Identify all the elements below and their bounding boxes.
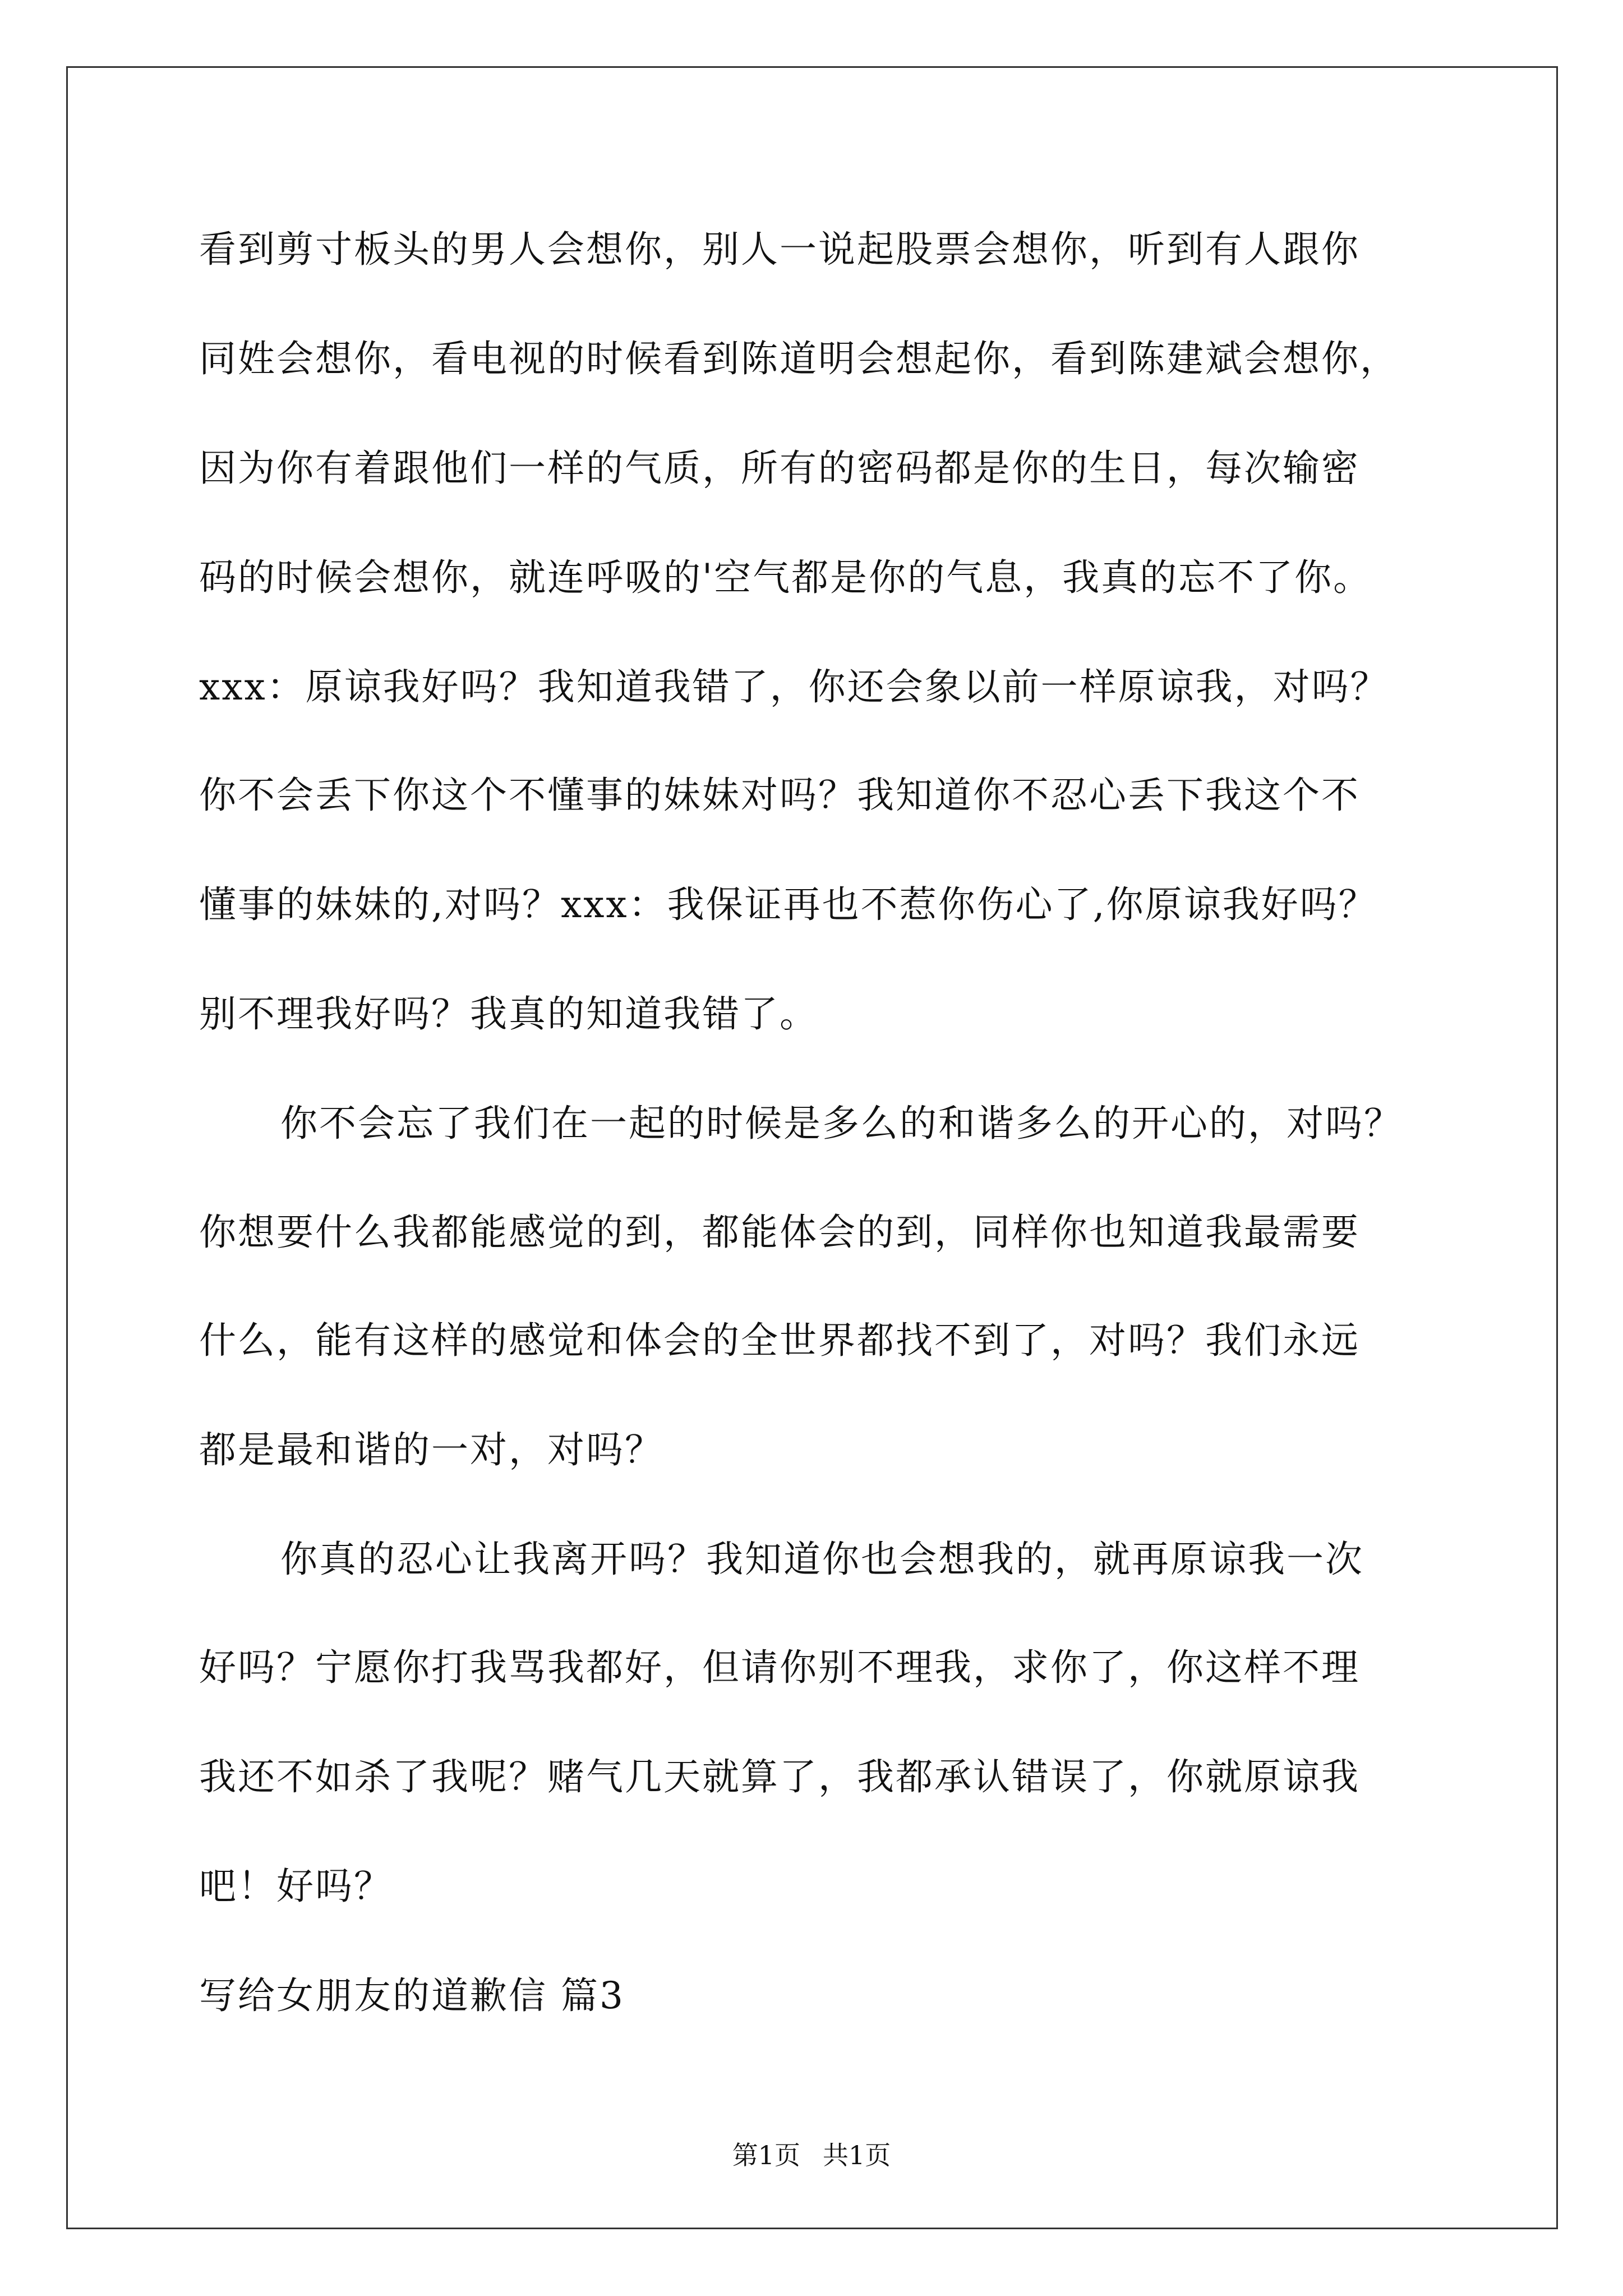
page-footer bbox=[0, 2138, 1623, 2172]
page-number: 第1页 bbox=[732, 2140, 800, 2170]
text-line: 你不会忘了我们在一起的时候是多么的和谐多么的开心的，对吗？ bbox=[280, 1102, 1403, 1145]
text-line: 别不理我好吗？我真的知道我错了。 bbox=[199, 992, 818, 1036]
text-line: 你想要什么我都能感觉的到，都能体会的到，同样你也知道我最需要 bbox=[199, 1211, 1360, 1254]
text-line: 吧！好吗？ bbox=[199, 1865, 393, 1908]
text-line: 因为你有着跟他们一样的气质，所有的密码都是你的生日，每次输密 bbox=[199, 447, 1360, 490]
text-line: 都是最和谐的一对，对吗？ bbox=[199, 1428, 663, 1471]
text-line: 我还不如杀了我呢？赌气几天就算了，我都承认错误了，你就原谅我 bbox=[199, 1755, 1360, 1798]
section-heading: 写给女朋友的道歉信 篇3 bbox=[199, 1974, 625, 2017]
text-line: 懂事的妹妹的,对吗？xxx：我保证再也不惹你伤心了,你原谅我好吗？ bbox=[199, 883, 1377, 926]
page-total: 共1页 bbox=[823, 2140, 891, 2170]
text-line: xxx：原谅我好吗？我知道我错了，你还会象以前一样原谅我，对吗？ bbox=[199, 665, 1389, 708]
text-line: 看到剪寸板头的男人会想你，别人一说起股票会想你，听到有人跟你 bbox=[199, 228, 1360, 271]
text-line: 你不会丢下你这个不懂事的妹妹对吗？我知道你不忍心丢下我这个不 bbox=[199, 774, 1360, 817]
text-line: 码的时候会想你，就连呼吸的'空气都是你的气息，我真的忘不了你。 bbox=[199, 556, 1372, 599]
text-line: 什么，能有这样的感觉和体会的全世界都找不到了，对吗？我们永远 bbox=[199, 1319, 1360, 1362]
text-line: 好吗？宁愿你打我骂我都好，但请你别不理我，求你了，你这样不理 bbox=[199, 1646, 1360, 1689]
text-line: 你真的忍心让我离开吗？我知道你也会想我的，就再原谅我一次 bbox=[280, 1538, 1364, 1581]
text-line: 同姓会想你，看电视的时候看到陈道明会想起你，看到陈建斌会想你， bbox=[199, 337, 1399, 380]
